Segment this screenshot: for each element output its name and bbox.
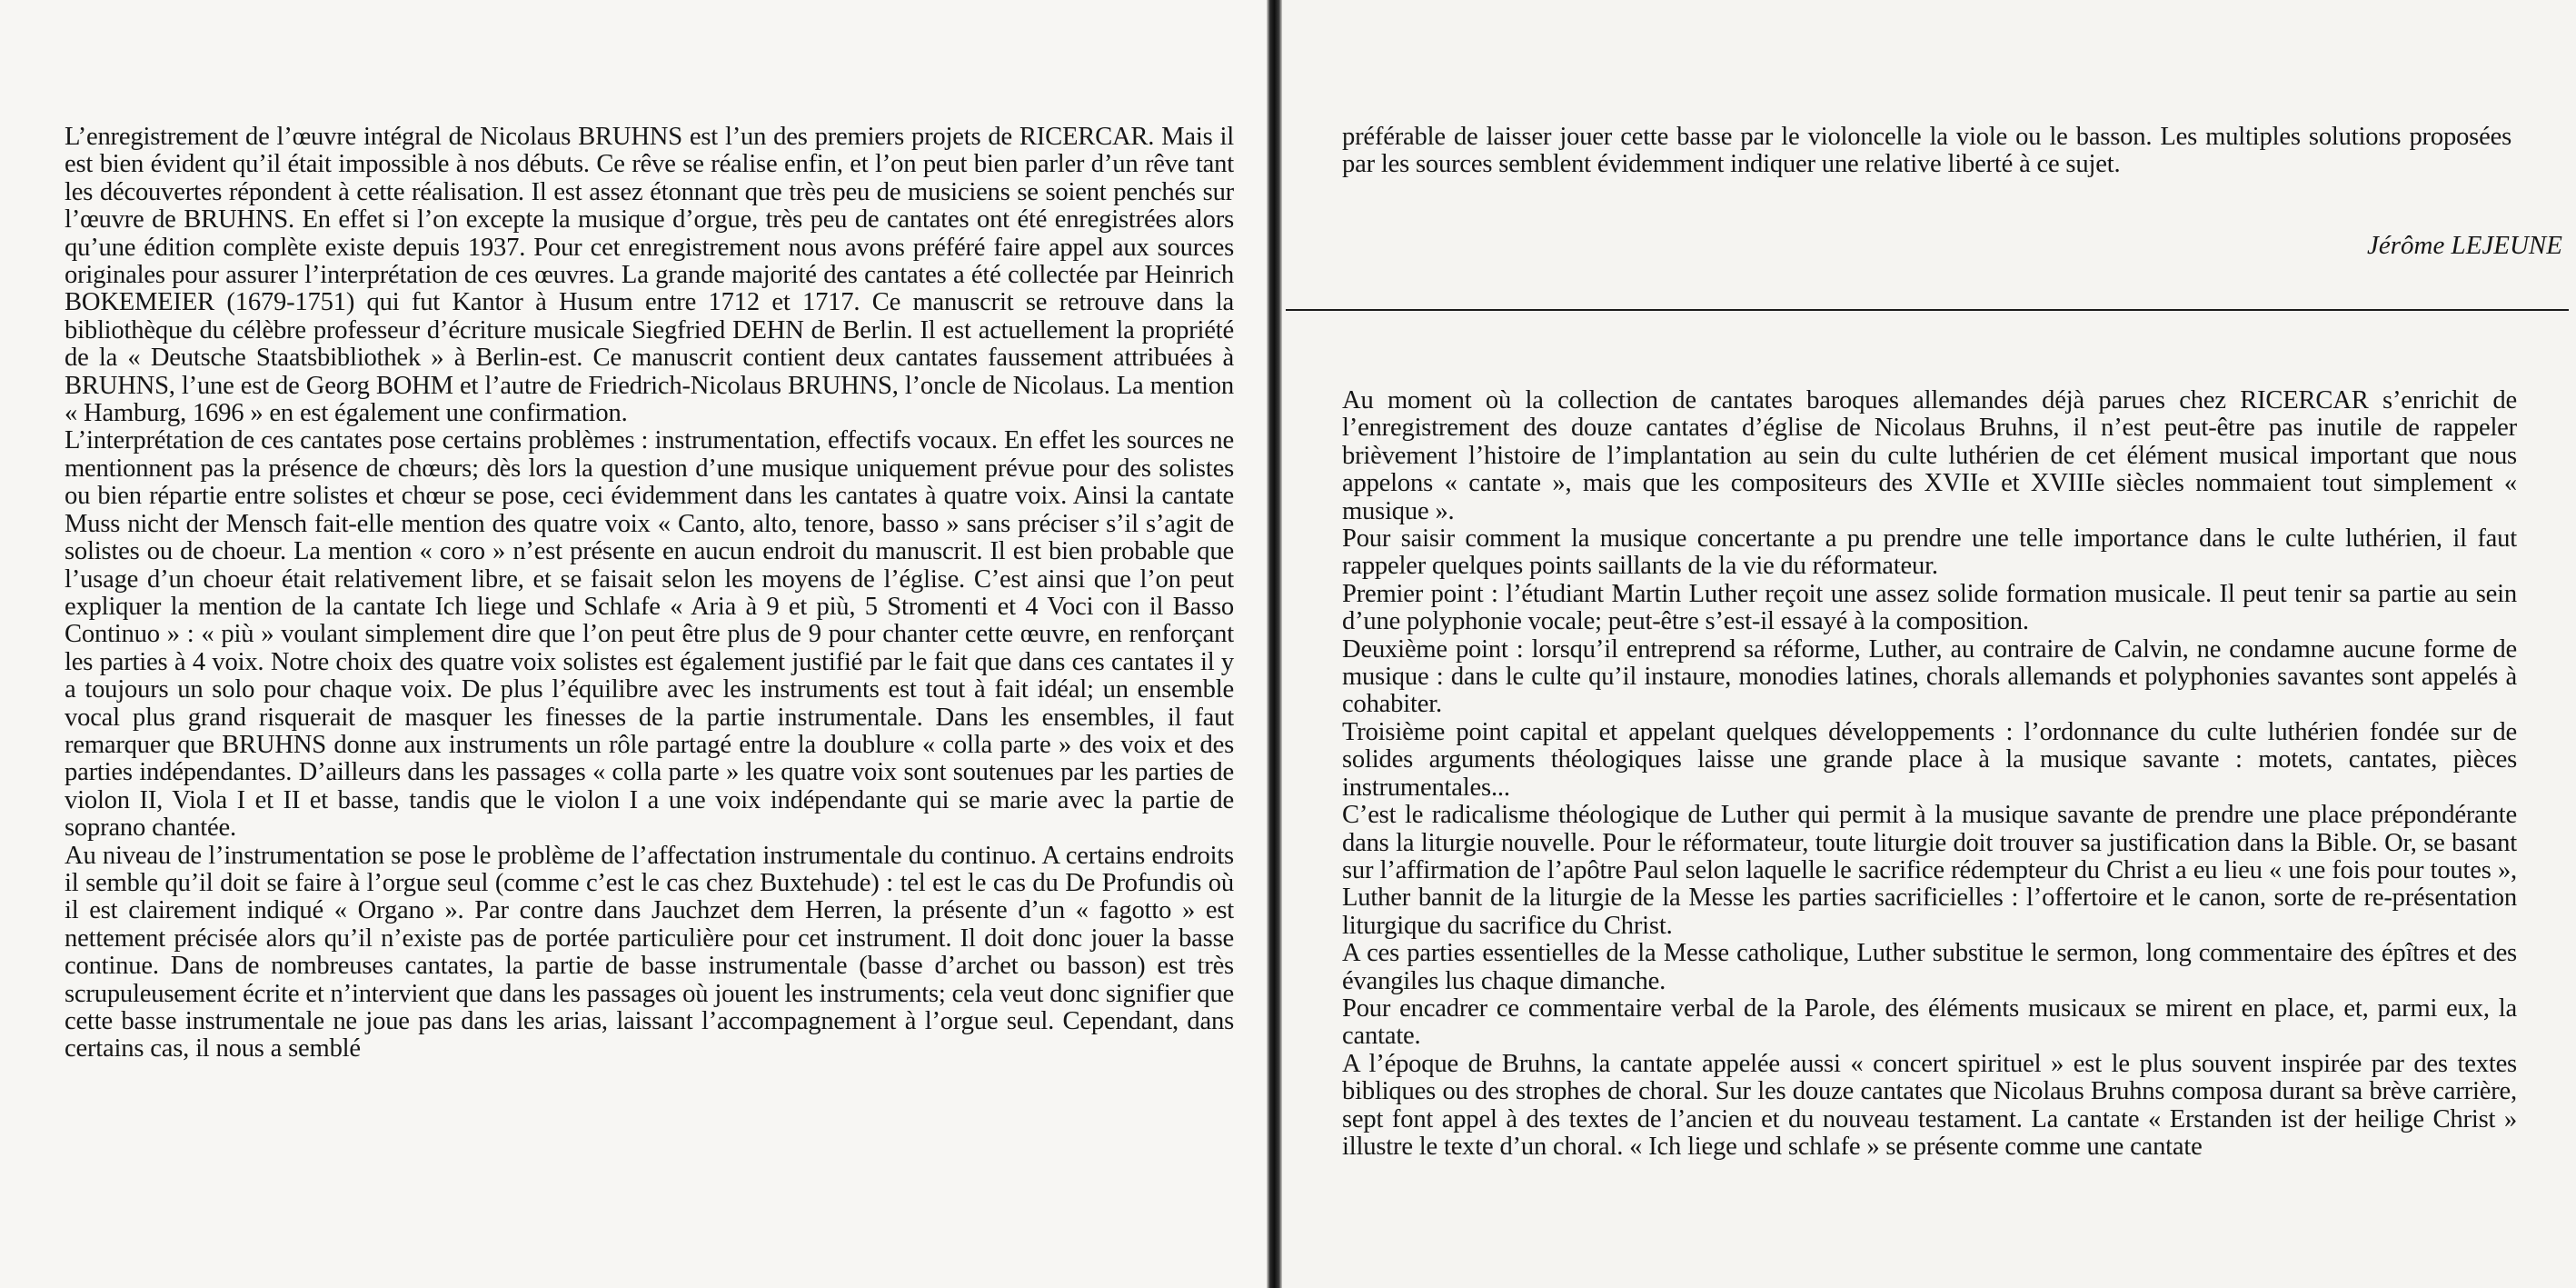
right-paragraph-1: Au moment où la collection de cantates baroques allemandes déjà parues chez RICERCAR s’enrichit de l’enregistrement des douze cantates d’église de Nicolaus Bruhns, il n’est peut-être pas inutile de rappeler brièvement l’histoire de l’implantation au sein du culte luthérien de cet élément musical important que nous appelons « cantate », mais que les compositeurs des XVIIe et XVIIIe siècles nommaient tout simplement « musique ». [1342, 386, 2517, 525]
right-paragraph-3: Premier point : l’étudiant Martin Luther reçoit une assez solide formation musicale. Il peut tenir sa partie au sein d’une polyphonie vocale; peut-être s’est-il essayé à la composition. [1342, 579, 2517, 636]
right-top-paragraph: préférable de laisser jouer cette basse par le violoncelle la viole ou le basson. Les multiples solutions proposées par les sources semblent évidemment indiquer une relative liberté à ce sujet. [1342, 123, 2511, 179]
right-paragraph-9: A l’époque de Bruhns, la cantate appelée aussi « concert spirituel » est le plus souvent inspirée par des textes bibliques ou des strophes de choral. Sur les douze cantates que Nicolaus Bruhns composa durant sa brève carrière, sept font appel à des textes de l’ancien et du nouveau testament. La cantate « Erstanden ist der heilige Christ » illustre le texte d’un choral. « Ich liege und schlafe » se présente comme une cantate [1342, 1049, 2517, 1161]
left-paragraph-3: Au niveau de l’instrumentation se pose le problème de l’affectation instrumentale du continuo. A certains endroits il semble qu’il doit se faire à l’orgue seul (comme c’est le cas chez Buxtehude) : tel est le cas du De Profundis où il est clairement indiqué « Organo ». Par contre dans Jauchzet dem Herren, la présente d’un « fagotto » est nettement précisée alors qu’il n’existe pas de portée particulière pour cet instrument. Il doit donc jouer la basse continue. Dans de nombreuses cantates, la partie de basse instrumentale (basse d’archet ou basson) est très scrupuleusement écrite et n’intervient que dans les passages où jouent les instruments; cela veut donc signifier que cette basse instrumentale ne joue pas dans les arias, laissant l’accompagnement à l’orgue seul. Cependant, dans certains cas, il nous a semblé [65, 841, 1234, 1063]
right-paragraph-6: C’est le radicalisme théologique de Luther qui permit à la musique savante de prendre une place prépondérante dans la liturgie nouvelle. Pour le réformateur, toute liturgie doit trouver sa justification dans la Bible. Or, se basant sur l’affirmation de l’apôtre Paul selon laquelle le sacrifice rédempteur du Christ a eu lieu « une fois pour toutes », Luther bannit de la liturgie de la Messe les parties sacrificielles : l’offertoire et le canon, sorte de re-présentation liturgique du sacrifice du Christ. [1342, 801, 2517, 940]
left-page [0, 0, 1267, 1288]
right-page-main-text [1342, 387, 2517, 1161]
book-spine-gutter [1267, 0, 1282, 1288]
right-paragraph-8: Pour encadrer ce commentaire verbal de la Parole, des éléments musicaux se mirent en place, et, parmi eux, la cantate. [1342, 993, 2517, 1051]
right-page-top-text [1342, 124, 2511, 179]
left-paragraph-1: L’enregistrement de l’œuvre intégral de Nicolaus BRUHNS est l’un des premiers projets de RICERCAR. Mais il est bien évident qu’il était impossible à nos débuts. Ce rêve se réalise enfin, et l’on peut bien parler d’un rêve tant les découvertes répondent à cette réalisation. Il est assez étonnant que très peu de musiciens se soient penchés sur l’œuvre de BRUHNS. En effet si l’on excepte la musique d’orgue, très peu de cantates ont été enregistrées alors qu’une édition complète existe depuis 1937. Pour cet enregistrement nous avons préféré faire appel aux sources originales pour assurer l’interprétation de ces œuvres. La grande majorité des cantates a été collectée par Heinrich BOKEMEIER (1679-1751) qui fut Kantor à Husum entre 1712 et 1717. Ce manuscrit se retrouve dans la bibliothèque du célèbre professeur d’écriture musicale Siegfried DEHN de Berlin. Il est actuellement la propriété de la « Deutsche Staatsbibliothek » à Berlin-est. Ce manuscrit contient deux cantates faussement attribuées à BRUHNS, l’une est de Georg BOHM et l’autre de Friedrich-Nicolaus BRUHNS, l’oncle de Nicolaus. La mention « Hamburg, 1696 » en est également une confirmation. [65, 123, 1234, 428]
left-paragraph-2: L’interprétation de ces cantates pose certains problèmes : instrumentation, effectifs vocaux. En effet les sources ne mentionnent pas la présence de chœurs; dès lors la question d’une musique uniquement prévue pour des solistes ou bien répartie entre solistes et chœur se pose, ceci évidemment dans les cantates à quatre voix. Ainsi la cantate Muss nicht der Mensch fait-elle mention des quatre voix « Canto, alto, tenore, basso » sans préciser s’il s’agit de solistes ou de choeur. La mention « coro » n’est présente en aucun endroit du manuscrit. Il est bien probable que l’usage d’un choeur était relativement libre, et se faisait selon les moyens de l’église. C’est ainsi que l’on peut expliquer la mention de la cantate Ich liege und Schlafe « Aria à 9 et più, 5 Stromenti et 4 Voci con il Basso Continuo » : « più » voulant simplement dire que l’on peut être plus de 9 pour chanter cette œuvre, en renforçant les parties à 4 voix. Notre choix des quatre voix solistes est également justifié par le fait que dans ces cantates il y a toujours un solo pour chaque voix. De plus l’équilibre avec les instruments est tout à fait idéal; un ensemble vocal plus grand risquerait de masquer les finesses de la partie instrumentale. Dans les ensembles, il faut remarquer que BRUHNS donne aux instruments un rôle partagé entre la doublure « colla parte » des voix et des parties indépendantes. D’ailleurs dans les passages « colla parte » les quatre voix sont soutenues par les parties de violon II, Viola I et II et basse, tandis que le violon I a une voix indépendante qui se marie avec la partie de soprano chantée. [65, 426, 1234, 843]
author-signature: Jérôme LEJEUNE [2366, 231, 2562, 260]
left-page-text [65, 124, 1234, 1063]
section-divider [1286, 309, 2569, 311]
right-paragraph-2: Pour saisir comment la musique concertante a pu prendre une telle importance dans le culte luthérien, il faut rappeler quelques points saillants de la vie du réformateur. [1342, 524, 2517, 581]
right-paragraph-7: A ces parties essentielles de la Messe catholique, Luther substitue le sermon, long commentaire des épîtres et des évangiles lus chaque dimanche. [1342, 939, 2517, 995]
right-paragraph-4: Deuxième point : lorsqu’il entreprend sa réforme, Luther, au contraire de Calvin, ne condamne aucune forme de musique : dans le culte qu’il instaure, monodies latines, chorals allemands et polyphonies savantes sont appelés à cohabiter. [1342, 634, 2517, 719]
right-paragraph-5: Troisième point capital et appelant quelques développements : l’ordonnance du culte luthérien fondée sur de solides arguments théologiques laisse une grande place à la musique savante : motets, cantates, pièces instrumentales... [1342, 717, 2517, 802]
